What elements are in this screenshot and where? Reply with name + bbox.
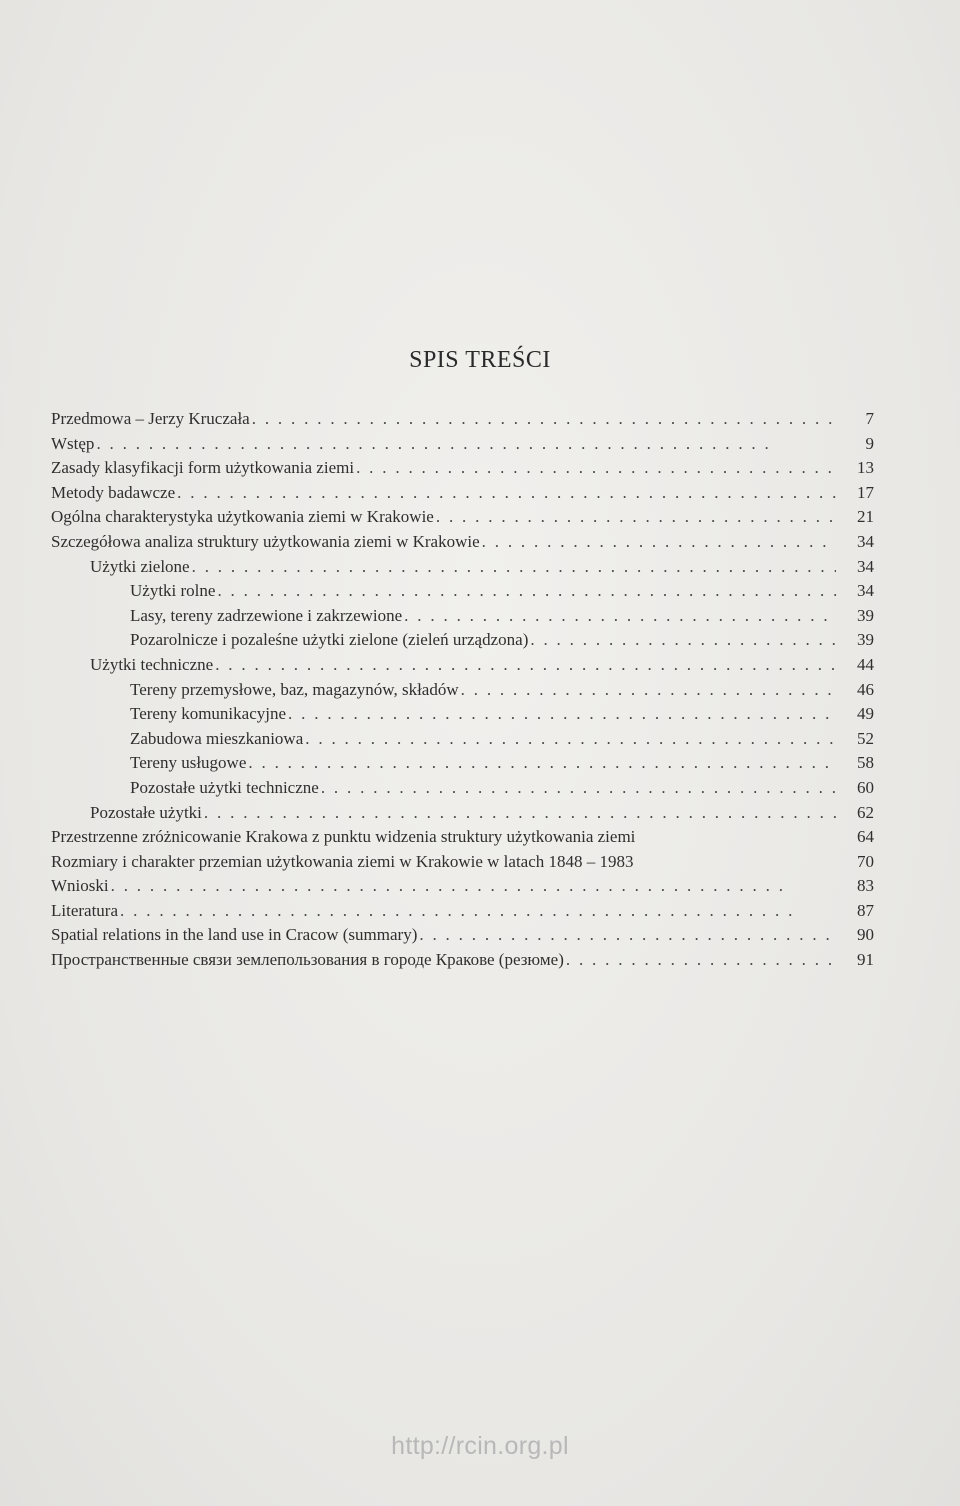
toc-entry-title: Tereny komunikacyjne [130,704,287,724]
toc-entry-title: Użytki zielone [90,556,190,576]
toc-dot-leader [215,653,836,678]
page-title: SPIS TREŚCI [409,347,551,373]
toc-page-number: 13 [857,458,874,478]
toc-page-number: 39 [857,630,874,650]
watermark-url: http://rcin.org.pl [391,1432,569,1460]
table-of-contents [51,407,874,973]
toc-entry [51,923,874,948]
toc-dot-leader [436,505,836,530]
toc-entry [51,948,874,973]
toc-dot-leader [192,555,836,580]
toc-page-number: 90 [857,925,874,945]
toc-entry [51,874,874,899]
toc-entry-title: Użytki rolne [130,581,216,601]
toc-dot-leader [288,702,836,727]
toc-entry-title: Przedmowa – Jerzy Kruczała [51,409,250,428]
toc-dot-leader [252,407,836,432]
toc-entry [51,530,874,555]
toc-entry-title: Pozarolnicze i pozaleśne użytki zielone (zieleń urządzona) [130,630,529,650]
toc-dot-leader [111,874,836,899]
toc-page-number: 44 [857,654,874,674]
toc-dot-leader [461,678,836,703]
toc-page-number: 34 [857,531,874,551]
toc-entry [51,850,874,875]
toc-page-number: 87 [857,900,874,920]
toc-dot-leader [248,751,836,776]
toc-entry-title: Metody badawcze [51,482,176,502]
toc-entry [51,628,874,653]
toc-dot-leader [419,923,836,948]
toc-entry [51,825,874,850]
toc-entry-title: Spatial relations in the land use in Cracow (summary) [51,925,418,945]
toc-page-number: 91 [857,950,874,970]
toc-entry [51,456,874,481]
toc-page-number: 21 [857,507,874,527]
toc-page-number: 70 [857,851,874,871]
toc-entry-title: Tereny usługowe [130,753,247,773]
toc-entry [51,604,874,629]
toc-entry-title: Użytki techniczne [90,654,214,674]
toc-entry-title: Ogólna charakterystyka użytkowania ziemi w Krakowie [51,507,434,527]
toc-entry-title: Zasady klasyfikacji form użytkowania ziemi [51,458,355,478]
toc-dot-leader [204,801,836,826]
toc-page-number: 34 [857,581,874,601]
toc-entry-title: Pozostałe użytki techniczne [130,777,319,797]
toc-entry-title: Tereny przemysłowe, baz, magazynów, składów [130,679,459,699]
toc-entry [51,432,874,457]
toc-page-number: 39 [857,605,874,625]
toc-entry-title: Пространственные связи землепользования в городе Кракове (резюме) [51,950,564,970]
toc-entry [51,751,874,776]
toc-dot-leader [177,481,836,506]
toc-entry [51,653,874,678]
toc-dot-leader [566,948,836,973]
toc-entry [51,727,874,752]
toc-page-number: 49 [857,704,874,724]
toc-entry-title: Literatura [51,900,119,920]
toc-entry-title: Pozostałe użytki [90,802,202,822]
toc-entry [51,407,874,432]
toc-page-number: 83 [857,876,874,896]
toc-page-number: 34 [857,556,874,576]
toc-entry [51,702,874,727]
toc-entry [51,481,874,506]
toc-page-number: 7 [865,409,874,428]
toc-dot-leader [482,530,836,555]
toc-page-number: 52 [857,728,874,748]
toc-entry [51,801,874,826]
toc-dot-leader [321,776,836,801]
toc-entry-title: Przestrzenne zróżnicowanie Krakowa z punktu widzenia struktury użytkowania ziemi [51,827,636,847]
toc-page-number: 9 [865,433,874,453]
toc-page-number: 58 [857,753,874,773]
toc-dot-leader [120,899,836,924]
toc-dot-leader [530,628,836,653]
toc-entry-title: Rozmiary i charakter przemian użytkowania ziemi w Krakowie w latach 1848 – 1983 [51,851,634,871]
toc-entry [51,776,874,801]
toc-page-number: 60 [857,777,874,797]
toc-entry [51,899,874,924]
toc-dot-leader [305,727,836,752]
toc-entry-title: Szczegółowa analiza struktury użytkowania ziemi w Krakowie [51,531,480,551]
toc-entry [51,505,874,530]
toc-page-number: 46 [857,679,874,699]
toc-page-number: 64 [857,827,874,847]
toc-dot-leader [404,604,836,629]
toc-dot-leader [356,456,836,481]
toc-entry [51,555,874,580]
toc-dot-leader [217,579,836,604]
toc-page-number: 17 [857,482,874,502]
toc-entry-title: Lasy, tereny zadrzewione i zakrzewione [130,605,403,625]
toc-entry-title: Zabudowa mieszkaniowa [130,728,304,748]
toc-page-number: 62 [857,802,874,822]
toc-dot-leader [96,432,836,457]
toc-entry-title: Wnioski [51,876,109,896]
toc-entry [51,579,874,604]
toc-entry-title: Wstęp [51,433,95,453]
toc-entry [51,678,874,703]
